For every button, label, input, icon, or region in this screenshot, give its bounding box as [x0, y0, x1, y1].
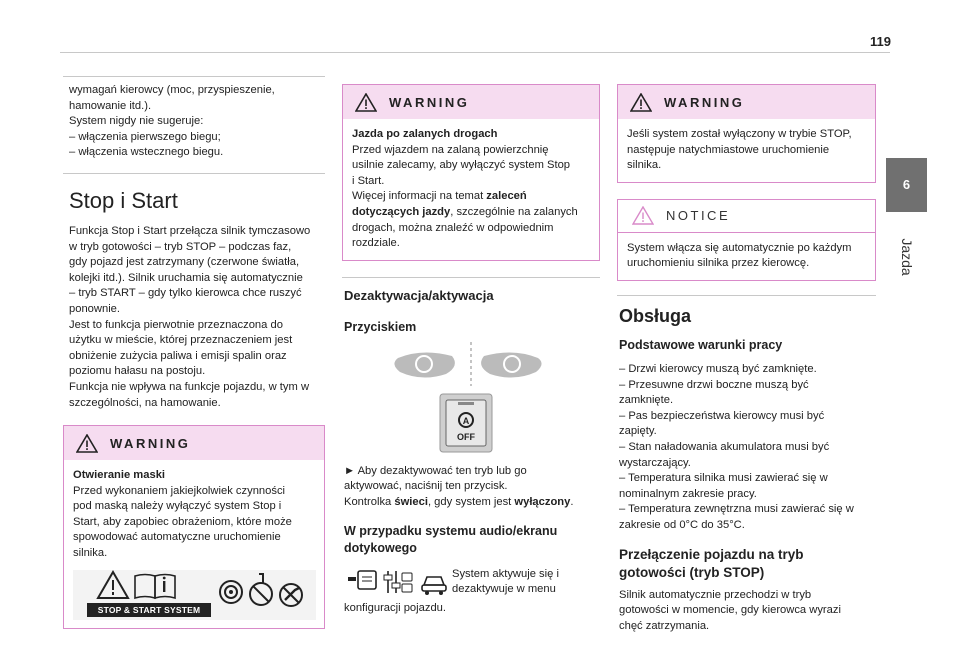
stop-start-description: Funkcja Stop i Start przełącza silnik tymczasowo w tryb gotowości – tryb STOP – podczas faz, gdy pojazd jest zatrzymany (czerwone światła, kolejki itd.). Silnik uruchamia się automatycznie – tryb START – gdy tylko kierowca chce ruszyć ponownie. Jest to funkcja pierwotnie przeznaczona do użytku w mieście, której przeznaczeniem jest obniżenie zużycia paliwa i emisji spalin oraz poziomu hałasu na postoju. Funkcja nie wpływa na funkcje pojazdu, w tym w szczególności, na hamowanie.	[69, 224, 311, 409]
deactivation-heading: Dezaktywacja/aktywacja	[344, 287, 494, 303]
column-2	[342, 84, 600, 616]
touchscreen-instructions: System aktywuje się i dezaktywuje w menu	[452, 567, 559, 596]
column-3	[617, 84, 876, 634]
intro-text: wymagań kierowcy (moc, przyspieszenie, hamowanie itd.). System nigdy nie sugeruje: – włączenia pierwszego biegu; – włączenia wstecznego biegu.	[69, 84, 275, 159]
no-hand-icon	[250, 574, 272, 605]
warning-box-hood: WARNING Otwieranie maski Przed wykonaniem jakiejkolwiek czynności pod maską należy wyłączyć system Stop i Start, aby zapobiec obrażeniom, które może spowodować automatyczne uruchomienie silnika. STOP & START SYSTEM	[63, 425, 325, 629]
conditions-list: – Drzwi kierowcy muszą być zamknięte. – Przesuwne drzwi boczne muszą być zamknięte. – Pas bezpieczeństwa kierowcy musi być zapięty. – Stan naładowania akumulatora musi być wystarczający. – Temperatura silnika musi zawierać się w nominalnym zakresie pracy. – Temperatura zewnętrzna musi zawierać się w zakresie od 0°C do 35°C.	[619, 362, 854, 531]
car-settings-icon	[422, 577, 446, 595]
steering-wheel-icon	[481, 352, 541, 377]
column-1	[63, 76, 325, 629]
section-title-stop-start: Stop i Start	[69, 187, 178, 213]
no-tool-icon	[280, 584, 302, 606]
warning-box-flooded-roads: WARNING Jazda po zalanych drogach Przed wjazdem na zalaną powierzchnię usilnie zalecamy, aby wyłączyć system Stop i Start. Więcej informacji na temat zaleceń dotyczących jazdy, szczególnie na zalanych drogach, można znaleźć w odpowiednim rozdziale.	[342, 84, 600, 261]
off-button[interactable]: OFF	[457, 431, 475, 442]
notice-box: NOTICE System włącza się automatycznie po każdym uruchomieniu silnika przez kierowcę.	[617, 199, 876, 281]
svg-text:A: A	[462, 415, 470, 426]
section-title-operation: Obsługa	[619, 305, 692, 326]
warning-triangle-icon	[355, 93, 377, 112]
steering-wheel-icon	[394, 352, 454, 377]
warning-triangle-icon	[630, 93, 652, 112]
touchscreen-instructions-cont: konfiguracji pojazdu.	[344, 601, 446, 614]
warning-title: WARNING	[110, 435, 191, 451]
touchscreen-heading: W przypadku systemu audio/ekranu dotykowego	[344, 523, 558, 555]
stop-start-system-label: STOP & START SYSTEM	[97, 604, 201, 615]
hazard-label-icon	[98, 572, 128, 598]
button-illustration	[342, 336, 600, 456]
touchscreen-method	[342, 567, 600, 601]
stop-start-label-illustration	[73, 570, 316, 620]
warning-title: WARNING	[664, 94, 745, 110]
warning-heading: Jazda po zalanych drogach	[352, 128, 498, 140]
warning-box-stop-mode: WARNING Jeśli system został wyłączony w trybie STOP, następuje natychmiastowe uruchomienie silnika.	[617, 84, 876, 183]
button-method-heading: Przyciskiem	[344, 319, 417, 334]
chapter-tab[interactable]: 6	[886, 158, 927, 212]
header-rule	[60, 52, 890, 53]
button-instructions: ► Aby dezaktywować ten tryb lub go aktywować, naciśnij ten przycisk. Kontrolka świeci, gdy system jest wyłączony.	[344, 464, 574, 508]
page-number: 119	[870, 34, 891, 49]
stop-mode-text: Silnik automatycznie przechodzi w tryb gotowości w momencie, gdy kierowca wyrazi chęć zatrzymania.	[619, 588, 841, 632]
conditions-heading: Podstawowe warunki pracy	[619, 337, 783, 352]
driving-advice-link[interactable]: zaleceń	[486, 190, 527, 203]
warning-heading: Otwieranie maski	[73, 469, 166, 482]
notice-triangle-icon	[632, 206, 654, 225]
manual-book-icon	[135, 574, 175, 598]
rotating-fan-icon	[220, 581, 242, 603]
warning-title: WARNING	[389, 94, 470, 110]
chapter-label: Jazda	[898, 238, 915, 276]
driving-advice-link-cont[interactable]: dotyczących jazdy	[352, 205, 451, 218]
notice-title: NOTICE	[666, 208, 731, 224]
warning-triangle-icon	[76, 434, 98, 453]
settings-sliders-icon	[384, 571, 412, 593]
menu-icon	[348, 571, 376, 589]
stop-mode-heading: Przełączenie pojazdu na tryb gotowości (tryb STOP)	[619, 546, 804, 580]
